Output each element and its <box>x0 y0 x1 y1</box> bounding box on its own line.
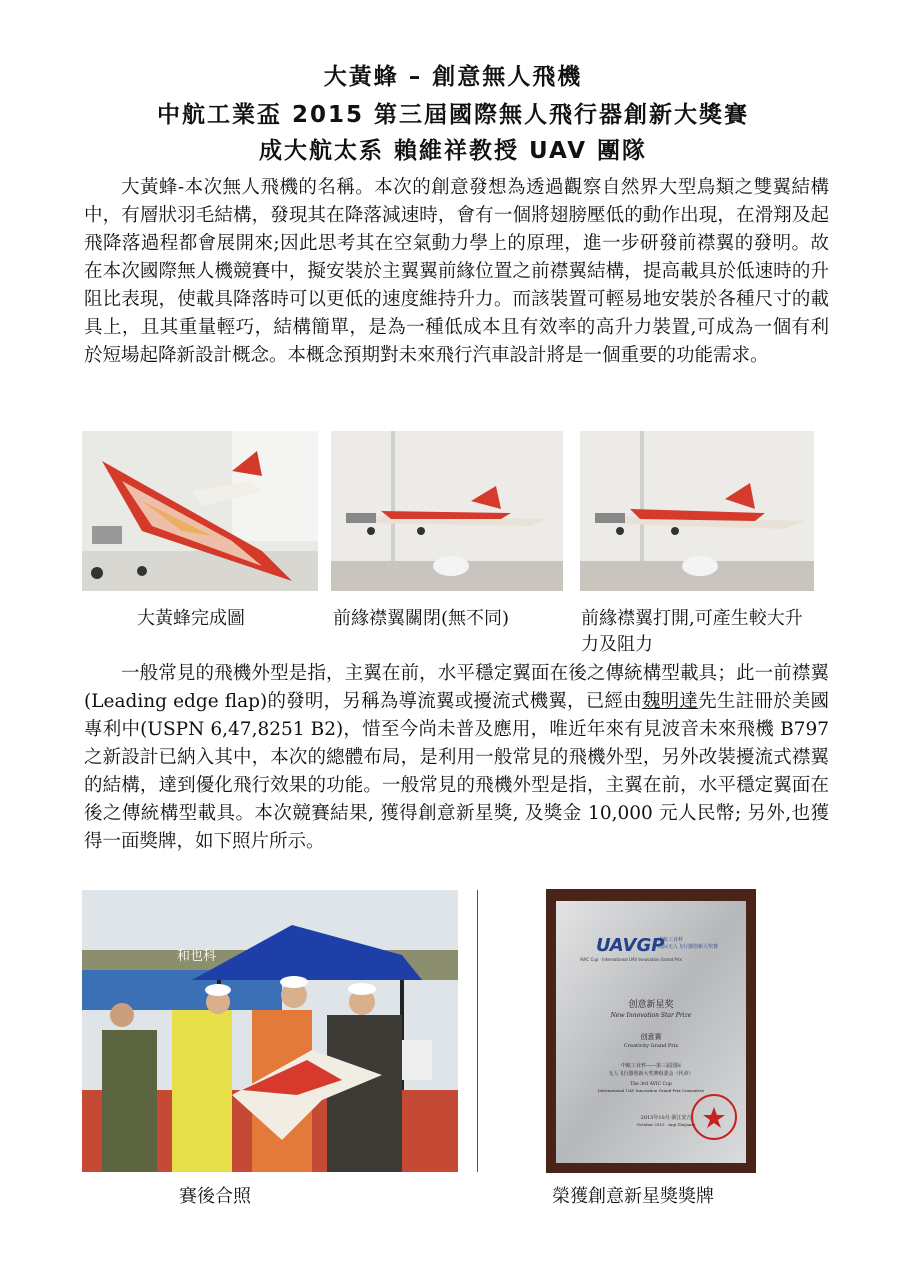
inventor-name: 魏明達 <box>641 691 699 712</box>
plaque-team-en: Creativity Grand Prix <box>623 1043 679 1049</box>
photo-team-group <box>82 890 458 1172</box>
body-2-part-1: 一般常見的飛機外型是指，主翼在前，水平穩定翼面在後之傳統構型載具；此一前襟翼(Leading edge flap)的發明，另稱為導流翼或擾流式機翼，已經由 <box>84 663 829 712</box>
plaque-logo-sub-en: AVIC Cup · International UAV Innovation Grand Prix <box>580 957 682 962</box>
plaque-award-cn: 创意新星奖 <box>628 1000 674 1010</box>
title-line-2: 中航工業盃 2015 第三屆國際無人飛行器創新大獎賽 <box>156 102 750 128</box>
plaque-date-en: October 2015 · Anji Zhejiang <box>636 1122 696 1127</box>
photo-flap-open <box>580 431 814 591</box>
caption-award-plaque: 榮獲創意新星獎獎牌 <box>552 1186 714 1207</box>
body-paragraph-2 <box>84 660 829 856</box>
body-2-part-2: 先生註冊於美國專利中(USPN 6,47,8251 B2)，惜至今尚未普及應用，唯近年來有見波音未來飛機 B797 之新設計已納入其中，本次的總體布局，是利用一般常見的飛機外型，另外改裝擾流式襟翼的結構，達到優化飛行效果的功能。一般常見的飛機外型是指，主翼在前，水平穩定翼面在後之傳統構型載具。本次競賽結果, 獲得創意新星獎, 及獎金 10,000 元人民幣; 另外,也獲得一面獎牌，如下照片所示。 <box>84 691 829 852</box>
title-line-3: 成大航太系 賴維祥教授 UAV 團隊 <box>258 138 648 164</box>
photo-flap-closed <box>331 431 563 591</box>
intro-text: 大黃蜂-本次無人飛機的名稱。本次的創意發想為透過觀察自然界大型鳥類之雙翼結構中，有層狀羽毛結構，發現其在降落減速時，會有一個將翅膀壓低的動作出現，在滑翔及起飛降落過程都會展開來;因此思考其在空氣動力學上的原理，進一步研發前襟翼的發明。故在本次國際無人機競賽中，擬安裝於主翼翼前緣位置之前襟翼結構，提高載具於低速時的升阻比表現，使載具降落時可以更低的速度維持升力。而該裝置可輕易地安裝於各種尺寸的載具上，且其重量輕巧，結構簡單，是為一種低成本且有效率的高升力裝置,可成為一個有利於短場起降新設計概念。本概念預期對未來飛行汽車設計將是一個重要的功能需求。 <box>84 177 829 366</box>
banner-text: 和也科 <box>177 949 217 964</box>
caption-team-photo: 賽後合照 <box>179 1186 251 1207</box>
title-line-1: 大黃蜂 – 創意無人飛機 <box>323 64 583 90</box>
photo-award-plaque <box>546 889 756 1173</box>
plaque-org-cn-1: 中航工业杯——第三届国际 <box>620 1063 682 1069</box>
intro-paragraph <box>84 174 829 370</box>
plaque-logo: UAVGP <box>596 935 665 956</box>
plaque-date-cn: 2015年10月·浙江安吉 <box>640 1115 692 1121</box>
caption-hornet-complete: 大黃蜂完成圖 <box>137 608 245 629</box>
plaque-team-cn: 创意赛 <box>640 1033 662 1041</box>
plaque-logo-sub-cn2: 国际无人飞行器创新大奖赛 <box>658 944 719 950</box>
plaque-org-en-1: The 3rd AVIC Cup <box>630 1082 672 1087</box>
plaque-logo-sub-cn: 中航工业杯 <box>658 937 684 943</box>
caption-flap-closed: 前緣襟翼關閉(無不同) <box>333 608 510 629</box>
plaque-org-cn-2: 无人飞行器创新大奖赛组委会（代章） <box>608 1071 694 1077</box>
photo-hornet-complete <box>82 431 318 591</box>
caption-flap-open: 前緣襟翼打開,可產生較大升力及阻力 <box>581 608 803 655</box>
plaque-org-en-2: International UAV Innovation Grand Prix Committee <box>597 1088 705 1093</box>
plaque-award-en: New Innovation Star Prize <box>610 1012 692 1019</box>
body-2-text <box>84 660 829 856</box>
vertical-divider <box>477 890 478 1172</box>
